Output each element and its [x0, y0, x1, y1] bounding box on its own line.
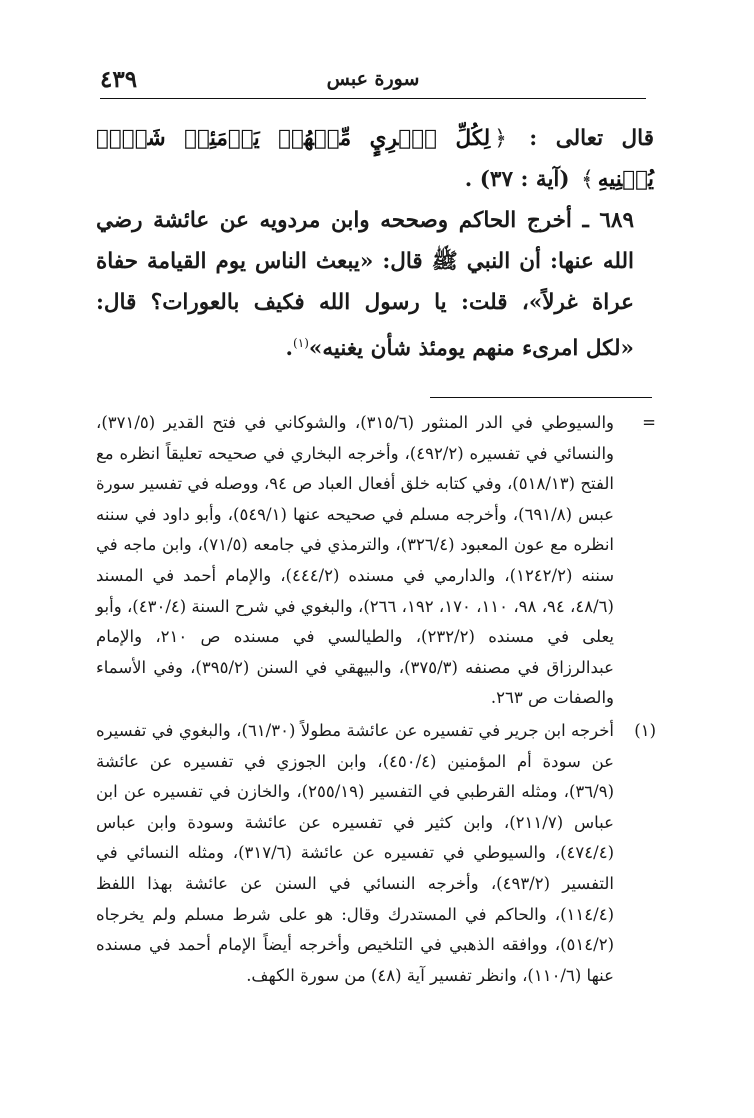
verse-open-bracket: ﴿	[494, 126, 507, 151]
hadith-paragraph	[96, 200, 654, 369]
footnote-continued	[96, 408, 658, 714]
verse-line	[96, 118, 654, 200]
hadith-text-1: أخرج الحاكم وصححه وابن مردويه عن عائشة رضي الله عنها: أن النبي ﷺ قال:	[96, 208, 634, 274]
footnote-text: أخرجه ابن جرير في تفسيره عن عائشة مطولاً (٦١/٣٠)، والبغوي في تفسيره عن سودة أم المؤمنين (٤٥٠/٤)، وابن الجوزي في تفسيره عن عائشة (٣٦/٩)، ومثله القرطبي في التفسير (٢٥٥/١٩)، والخازن في تفسيره عن ابن عباس (٢١١/٧)، وابن كثير في تفسيره عن عائشة وسودة وابن عباس (٤٧٤/٤)، والسيوطي في تفسيره عن عائشة (٣١٧/٦)، ومثله النسائي في التفسير (٤٩٣/٢)، وأخرجه النسائي في السنن عن عائشة بهذا اللفظ (١١٤/٤)، والحاكم في المستدرك وقال: هو على شرط مسلم ولم يخرجاه (٥١٤/٢)، ووافقه الذهبي في التلخيص وأخرجه أيضاً الإمام أحمد في مسنده عنها (١١٠/٦)، وانظر تفسير آية (٤٨) من سورة الكهف.	[96, 720, 615, 985]
footnote-marker: (١)	[634, 720, 656, 740]
footnote-1	[96, 716, 658, 991]
running-title: سورة عبس	[326, 68, 420, 90]
hadith-quote-2: «لكل امرىء منهم يومئذ شأن يغنيه»	[308, 336, 634, 362]
footnote-text: والسيوطي في الدر المنثور (٣١٥/٦)، والشوكاني في فتح القدير (٣٧١/٥)، والنسائي في تفسيره (٤٩٢/٢)، وأخرجه البخاري في صحيحه تعليقاً انظره مع الفتح (٥١٨/١٣)، وفي كتابه خلق أفعال العباد ص ٩٤، ووصله في تفسير سورة عبس (٦٩١/٨)، وأخرجه مسلم في صحيحه عنها (٥٤٩/١)، وأبو داود في سننه انظره مع عون المعبود (٣٢٦/٤)، والترمذي في جامعه (٧١/٥)، وابن ماجه في سننه (١٢٤٢/٢)، والدارمي في مسنده (٤٤٤/٢)، والإمام أحمد في المسند (٤٨/٦، ٩٤، ٩٨، ١١٠، ١٧٠، ١٩٢، ٢٦٦)، والبغوي في شرح السنة (٤٣٠/٤)، وأبو يعلى في مسنده (٢٣٢/٢)، والطيالسي في مسنده ص ٢١٠، والإمام عبدالرزاق في مصنفه (٣٧٥/٣)، والبيهقي في السنن (٣٩٥/٢)، وفي الأسماء والصفات ص ٢٦٣.	[96, 413, 615, 708]
footnotes	[96, 408, 658, 993]
quran-verse: لِكُلِّ ٱمۡرِيٍٕ مِّنۡهُمۡ يَوۡمَئِذٖ شَأۡنٞ يُغۡنِيهِ	[96, 126, 654, 192]
hadith-end: .	[285, 336, 294, 362]
hadith-quote-1: «يبعث الناس يوم القيامة حفاة عراة غرلاً»،	[96, 249, 634, 315]
verse-intro: قال تعالى :	[529, 126, 654, 151]
footnote-marker: =	[642, 413, 656, 432]
verse-reference: (آية : ٣٧) .	[464, 167, 570, 192]
footnote-divider	[430, 397, 652, 398]
footnote-reference: (١)	[293, 336, 309, 350]
hadith-number: ٦٨٩ ـ	[582, 208, 634, 233]
hadith-text-2: قلت: يا رسول الله فكيف بالعورات؟ قال:	[96, 290, 508, 315]
verse-close-bracket: ﴾	[581, 167, 594, 192]
main-text	[96, 118, 654, 369]
page-header	[100, 62, 646, 99]
page-number: ٤٣٩	[100, 66, 138, 93]
